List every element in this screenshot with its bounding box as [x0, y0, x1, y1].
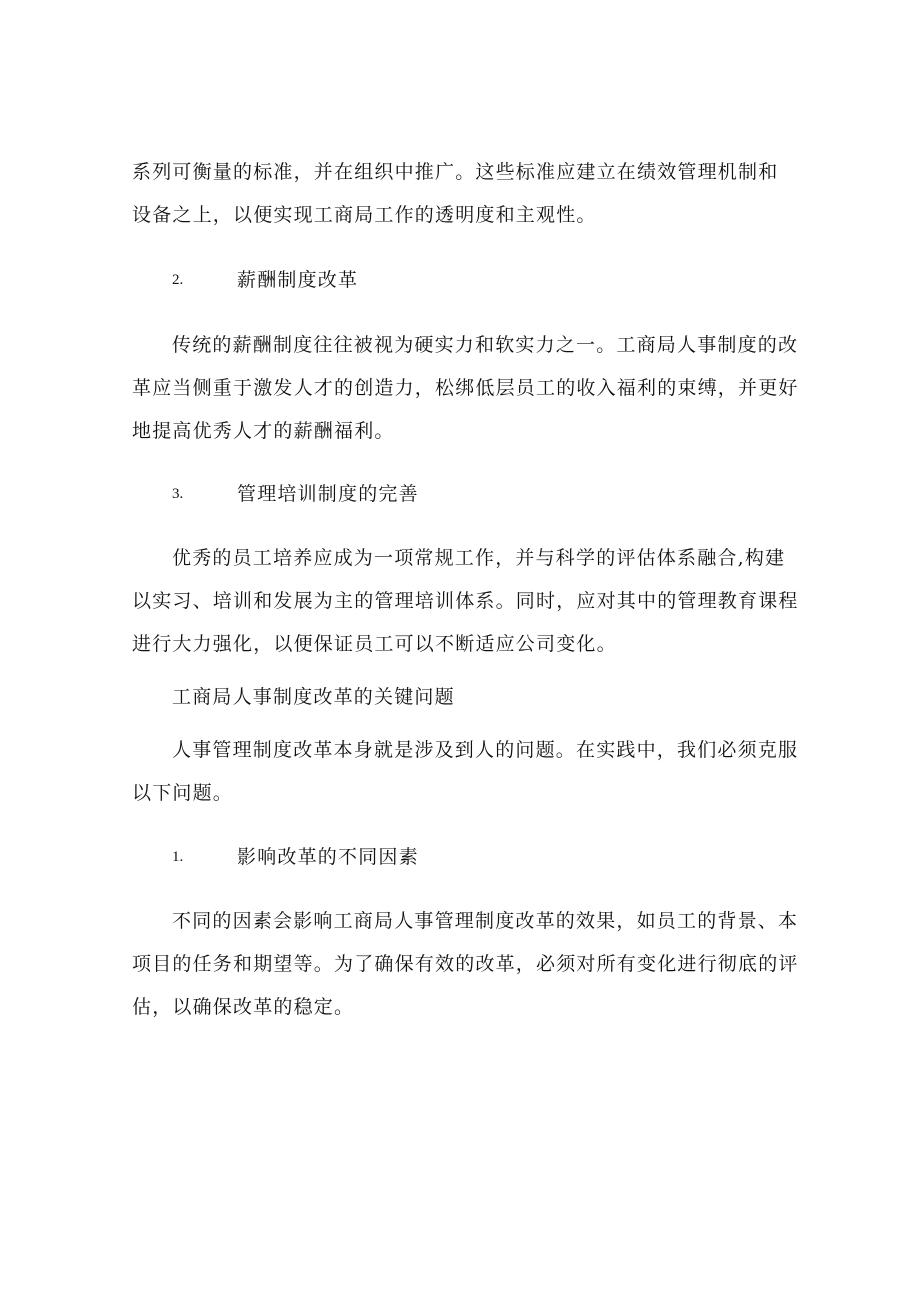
paragraph-4-line-1: 人事管理制度改革本身就是涉及到人的问题。在实践中，我们必须克服	[172, 739, 799, 761]
paragraph-5-line-3: 估，以确保改革的稳定。	[132, 996, 355, 1018]
section-1-number: 1.	[172, 849, 184, 865]
paragraph-3-line-1: 优秀的员工培养应成为一项常规工作，并与科学的评估体系融合,构建	[172, 547, 786, 569]
paragraph-4-line-2: 以下问题。	[132, 782, 234, 804]
paragraph-1-line-1: 系列可衡量的标准，并在组织中推广。这些标准应建立在绩效管理机制和	[132, 161, 779, 183]
paragraph-1-line-2: 设备之上，以便实现工商局工作的透明度和主观性。	[132, 204, 597, 226]
paragraph-5-line-1: 不同的因素会影响工商局人事管理制度改革的效果，如员工的背景、本	[172, 910, 799, 932]
section-2-number: 2.	[172, 272, 184, 288]
paragraph-2-line-1: 传统的薪酬制度往往被视为硬实力和软实力之一。工商局人事制度的改	[172, 334, 799, 356]
paragraph-5-line-2: 项目的任务和期望等。为了确保有效的改革，必须对所有变化进行彻底的评	[132, 953, 799, 975]
section-3-number: 3.	[172, 486, 184, 502]
paragraph-3-line-3: 进行大力强化，以便保证员工可以不断适应公司变化。	[132, 633, 617, 655]
paragraph-2-line-3: 地提高优秀人才的薪酬福利。	[132, 420, 395, 442]
section-3-title: 管理培训制度的完善	[237, 483, 419, 505]
paragraph-2-line-2: 革应当侧重于激发人才的创造力，松绑低层员工的收入福利的束缚，并更好	[132, 377, 799, 399]
section-1-title: 影响改革的不同因素	[237, 846, 419, 868]
paragraph-3-line-2: 以实习、培训和发展为主的管理培训体系。同时，应对其中的管理教育课程	[132, 590, 799, 612]
section-2-title: 薪酬制度改革	[237, 269, 359, 291]
key-issues-subheading: 工商局人事制度改革的关键问题	[172, 686, 455, 708]
